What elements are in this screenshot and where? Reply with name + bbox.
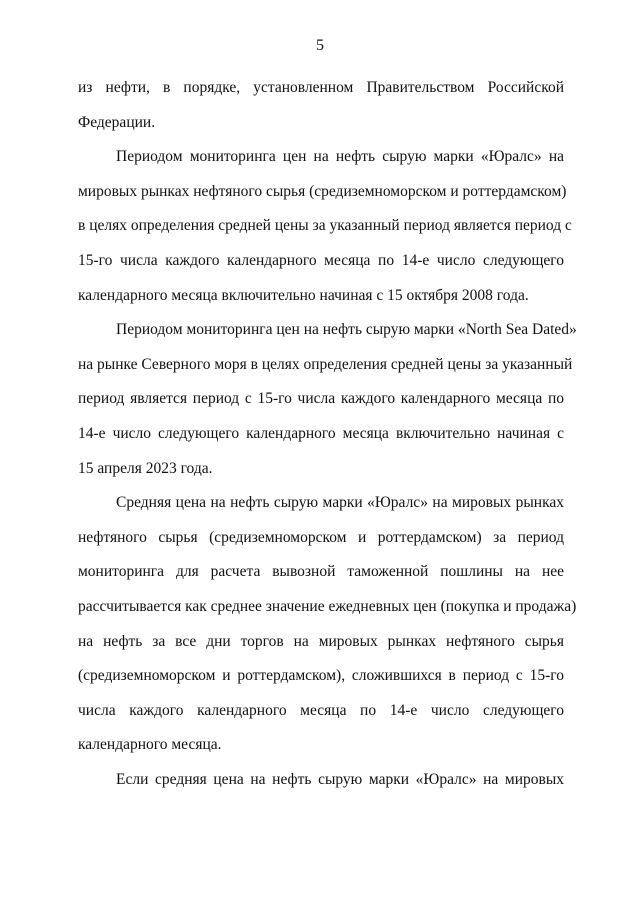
paragraph-3 — [78, 313, 577, 486]
paragraph-2 — [78, 140, 572, 313]
text-line: из нефти, в порядке, установленном Правительством Российской — [78, 79, 564, 96]
text-line: рассчитывается как среднее значение ежедневных цен (покупка и продажа) — [78, 597, 577, 615]
text-line: календарного месяца. — [78, 736, 222, 754]
paragraph-5 — [78, 763, 564, 798]
text-line: 15-го числа каждого календарного месяца по 14-е число следующего — [78, 251, 564, 269]
text-line: в целях определения средней цены за указанный период является период с — [78, 217, 572, 235]
text-line: Средняя цена на нефть сырую марки «Юралс» на мировых рынках — [116, 494, 564, 512]
text-line: календарного месяца включительно начиная с 15 октября 2008 года. — [78, 286, 529, 304]
document-body — [78, 71, 577, 797]
text-line: период является период с 15-го числа каждого календарного месяца по — [78, 390, 564, 408]
page-number: 5 — [316, 37, 324, 54]
text-line: числа каждого календарного месяца по 14-е число следующего — [78, 701, 564, 719]
text-line: Федерации. — [78, 113, 156, 131]
text-line: 15 апреля 2023 года. — [78, 459, 213, 477]
paragraph-1 — [78, 71, 564, 140]
text-line: Периодом мониторинга цен на нефть сырую марки «North Sea Dated» — [116, 321, 577, 339]
text-line: мониторинга для расчета вывозной таможенной пошлины на нее — [78, 563, 564, 581]
text-line: мировых рынках нефтяного сырья (средиземноморском и роттердамском) — [78, 182, 567, 200]
text-line: на нефть за все дни торгов на мировых рынках нефтяного сырья — [78, 632, 564, 650]
paragraph-4 — [78, 486, 577, 763]
text-line: нефтяного сырья (средиземноморском и роттердамском) за период — [78, 528, 564, 546]
text-line: (средиземноморском и роттердамском), сложившихся в период с 15-го — [78, 667, 564, 685]
text-line: Периодом мониторинга цен на нефть сырую марки «Юралс» на — [116, 148, 564, 166]
text-line: на рынке Северного моря в целях определения средней цены за указанный — [78, 355, 573, 373]
text-line: Если средняя цена на нефть сырую марки «Юралс» на мировых — [116, 770, 564, 788]
text-line: 14-е число следующего календарного месяца включительно начиная с — [78, 424, 564, 442]
